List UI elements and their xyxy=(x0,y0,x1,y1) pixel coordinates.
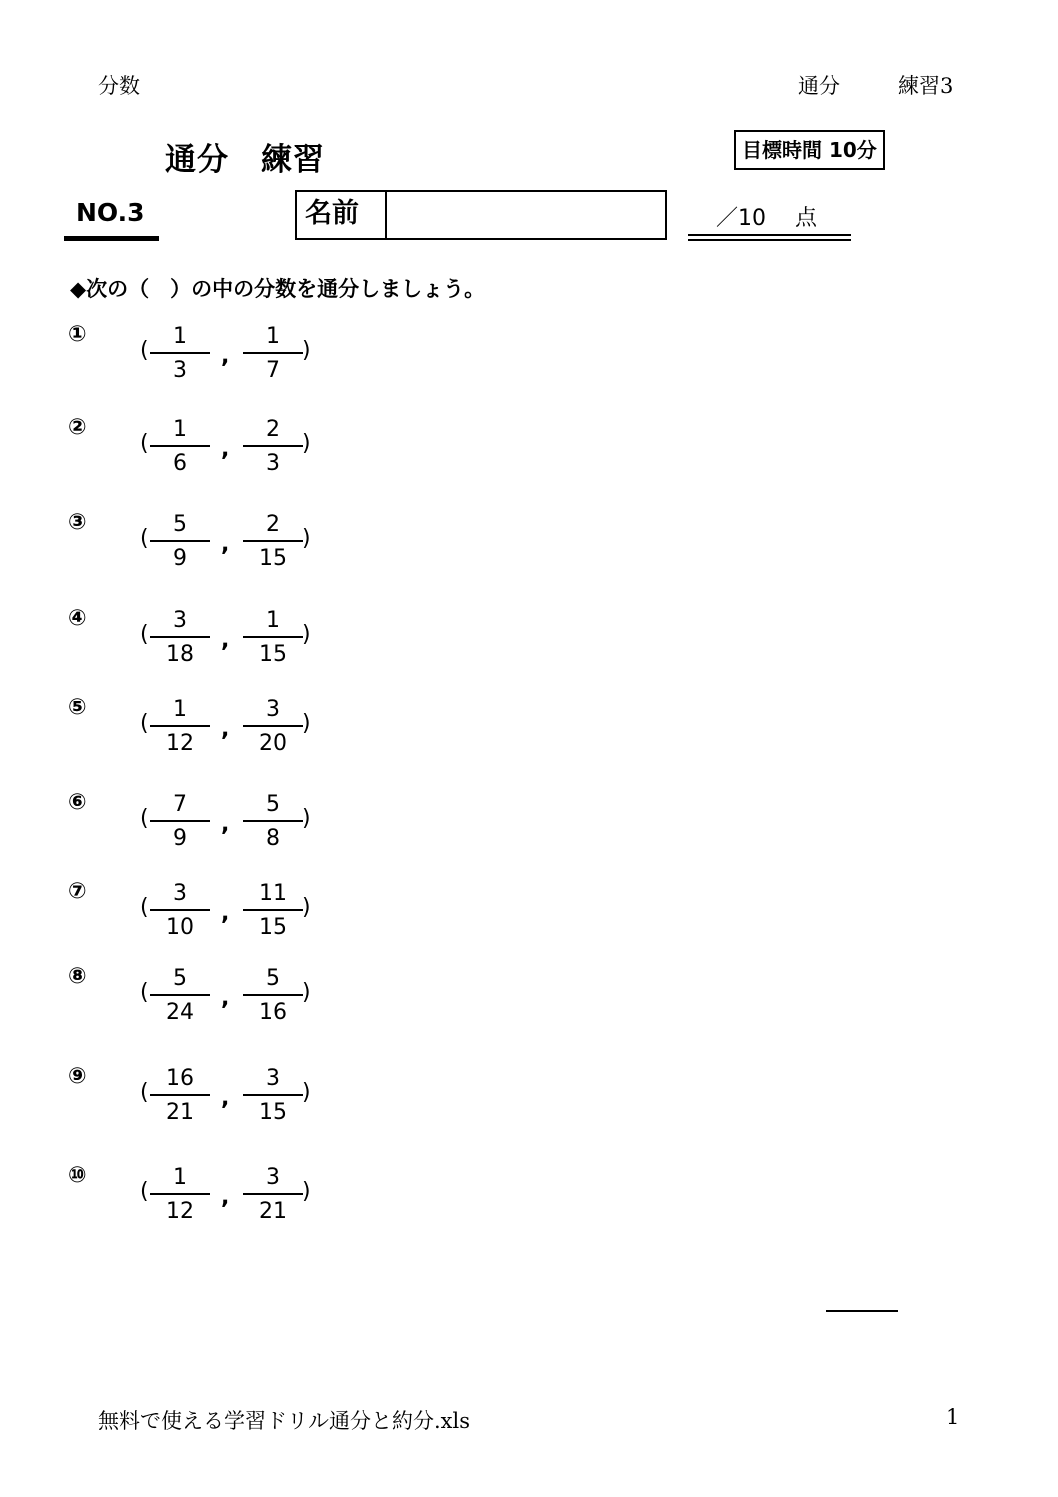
fraction-a xyxy=(150,512,210,572)
fraction-bar xyxy=(243,352,303,354)
footer-filename: 無料で使える学習ドリル通分と約分.xls xyxy=(98,1409,471,1433)
footer-page-number: 1 xyxy=(946,1405,960,1429)
close-paren: ) xyxy=(302,711,311,736)
fraction-b-numerator: 1 xyxy=(266,608,280,633)
number-underline xyxy=(64,236,159,241)
fraction-b-denominator: 15 xyxy=(259,1100,287,1125)
fraction-bar xyxy=(243,909,303,911)
fraction-a-numerator: 1 xyxy=(173,1165,187,1190)
target-time-box: 目標時間 10分 xyxy=(734,130,885,170)
fraction-b xyxy=(243,417,303,477)
comma: , xyxy=(221,344,230,369)
name-field[interactable] xyxy=(387,192,665,238)
fraction-bar xyxy=(243,1193,303,1195)
score-underline-top xyxy=(688,234,851,236)
problem-number: ⑧ xyxy=(68,964,87,989)
close-paren: ) xyxy=(302,980,311,1005)
comma: , xyxy=(221,986,230,1011)
fraction-a-numerator: 5 xyxy=(173,966,187,991)
fraction-bar xyxy=(150,1193,210,1195)
header-left-label: 分数 xyxy=(98,74,140,98)
comma: , xyxy=(221,1086,230,1111)
fraction-b xyxy=(243,608,303,668)
comma: , xyxy=(221,812,230,837)
open-paren: ( xyxy=(140,431,149,456)
fraction-b-denominator: 20 xyxy=(259,731,287,756)
fraction-b xyxy=(243,512,303,572)
fraction-bar xyxy=(150,445,210,447)
fraction-bar xyxy=(243,636,303,638)
open-paren: ( xyxy=(140,622,149,647)
fraction-a-denominator: 12 xyxy=(166,1199,194,1224)
fraction-a-numerator: 3 xyxy=(173,881,187,906)
fraction-b-numerator: 3 xyxy=(266,1165,280,1190)
problem-number: ⑥ xyxy=(68,790,87,815)
fraction-a xyxy=(150,417,210,477)
fraction-b xyxy=(243,1165,303,1225)
problem-item xyxy=(68,1163,368,1227)
problem-item xyxy=(68,964,368,1028)
comma: , xyxy=(221,901,230,926)
problem-item xyxy=(68,322,368,386)
fraction-bar xyxy=(243,994,303,996)
fraction-b-denominator: 8 xyxy=(266,826,280,851)
fraction-bar xyxy=(243,1094,303,1096)
problem-number: ⑤ xyxy=(68,695,87,720)
problem-number: ④ xyxy=(68,606,87,631)
open-paren: ( xyxy=(140,895,149,920)
header-right-label-b: 練習3 xyxy=(898,74,954,98)
bottom-rule xyxy=(826,1310,898,1312)
fraction-b-denominator: 15 xyxy=(259,546,287,571)
score-text: ／10 点 xyxy=(716,206,817,231)
name-label: 名前 xyxy=(297,192,387,238)
fraction-a-numerator: 3 xyxy=(173,608,187,633)
problem-item xyxy=(68,1064,368,1128)
fraction-b-numerator: 3 xyxy=(266,1066,280,1091)
fraction-a-denominator: 18 xyxy=(166,642,194,667)
close-paren: ) xyxy=(302,338,311,363)
fraction-b-denominator: 15 xyxy=(259,915,287,940)
problem-item xyxy=(68,790,368,854)
problem-item xyxy=(68,606,368,670)
fraction-bar xyxy=(150,909,210,911)
fraction-a-denominator: 12 xyxy=(166,731,194,756)
fraction-a-denominator: 24 xyxy=(166,1000,194,1025)
fraction-bar xyxy=(243,540,303,542)
fraction-b-denominator: 21 xyxy=(259,1199,287,1224)
fraction-a xyxy=(150,608,210,668)
open-paren: ( xyxy=(140,526,149,551)
fraction-a-numerator: 1 xyxy=(173,697,187,722)
open-paren: ( xyxy=(140,806,149,831)
fraction-b xyxy=(243,697,303,757)
fraction-a-denominator: 21 xyxy=(166,1100,194,1125)
problem-item xyxy=(68,695,368,759)
fraction-b-numerator: 5 xyxy=(266,966,280,991)
comma: , xyxy=(221,437,230,462)
fraction-a-denominator: 6 xyxy=(173,451,187,476)
problem-item xyxy=(68,879,368,943)
fraction-a-numerator: 7 xyxy=(173,792,187,817)
fraction-bar xyxy=(243,445,303,447)
fraction-b-numerator: 11 xyxy=(259,881,287,906)
open-paren: ( xyxy=(140,1179,149,1204)
open-paren: ( xyxy=(140,338,149,363)
name-box xyxy=(295,190,667,240)
score-underline-bottom xyxy=(688,239,851,241)
open-paren: ( xyxy=(140,980,149,1005)
header-right-label-a: 通分 xyxy=(798,74,840,98)
fraction-a xyxy=(150,697,210,757)
problem-number: ⑩ xyxy=(68,1163,87,1188)
close-paren: ) xyxy=(302,622,311,647)
fraction-bar xyxy=(150,636,210,638)
fraction-b-numerator: 1 xyxy=(266,324,280,349)
close-paren: ) xyxy=(302,806,311,831)
problem-number: ⑨ xyxy=(68,1064,87,1089)
close-paren: ) xyxy=(302,431,311,456)
comma: , xyxy=(221,1185,230,1210)
fraction-b xyxy=(243,881,303,941)
comma: , xyxy=(221,532,230,557)
fraction-b-numerator: 5 xyxy=(266,792,280,817)
fraction-b xyxy=(243,1066,303,1126)
fraction-b-numerator: 2 xyxy=(266,512,280,537)
fraction-a xyxy=(150,324,210,384)
fraction-b xyxy=(243,792,303,852)
fraction-a-numerator: 1 xyxy=(173,417,187,442)
fraction-bar xyxy=(150,820,210,822)
fraction-b-numerator: 2 xyxy=(266,417,280,442)
problem-item xyxy=(68,415,368,479)
fraction-a xyxy=(150,966,210,1026)
problem-number: ③ xyxy=(68,510,87,535)
fraction-bar xyxy=(243,725,303,727)
problem-item xyxy=(68,510,368,574)
close-paren: ) xyxy=(302,526,311,551)
fraction-bar xyxy=(150,352,210,354)
fraction-a-denominator: 3 xyxy=(173,358,187,383)
problem-number: ② xyxy=(68,415,87,440)
problem-number: ① xyxy=(68,322,87,347)
close-paren: ) xyxy=(302,1179,311,1204)
fraction-a xyxy=(150,1066,210,1126)
fraction-a-denominator: 9 xyxy=(173,826,187,851)
fraction-bar xyxy=(150,1094,210,1096)
fraction-b xyxy=(243,966,303,1026)
fraction-a xyxy=(150,1165,210,1225)
fraction-a-denominator: 10 xyxy=(166,915,194,940)
fraction-a-numerator: 5 xyxy=(173,512,187,537)
problem-number: ⑦ xyxy=(68,879,87,904)
open-paren: ( xyxy=(140,711,149,736)
worksheet-title: 通分 練習 xyxy=(165,142,325,178)
fraction-bar xyxy=(150,540,210,542)
close-paren: ) xyxy=(302,1080,311,1105)
fraction-a-numerator: 16 xyxy=(166,1066,194,1091)
number-label: NO.3 xyxy=(76,198,145,227)
fraction-b-denominator: 15 xyxy=(259,642,287,667)
fraction-a xyxy=(150,881,210,941)
instruction-text: ◆次の（ ）の中の分数を通分しましょう。 xyxy=(70,277,486,301)
comma: , xyxy=(221,628,230,653)
fraction-bar xyxy=(150,725,210,727)
fraction-b-denominator: 7 xyxy=(266,358,280,383)
fraction-b-numerator: 3 xyxy=(266,697,280,722)
fraction-a-denominator: 9 xyxy=(173,546,187,571)
fraction-bar xyxy=(150,994,210,996)
fraction-b-denominator: 16 xyxy=(259,1000,287,1025)
fraction-b-denominator: 3 xyxy=(266,451,280,476)
fraction-a-numerator: 1 xyxy=(173,324,187,349)
fraction-a xyxy=(150,792,210,852)
comma: , xyxy=(221,717,230,742)
fraction-bar xyxy=(243,820,303,822)
open-paren: ( xyxy=(140,1080,149,1105)
close-paren: ) xyxy=(302,895,311,920)
fraction-b xyxy=(243,324,303,384)
